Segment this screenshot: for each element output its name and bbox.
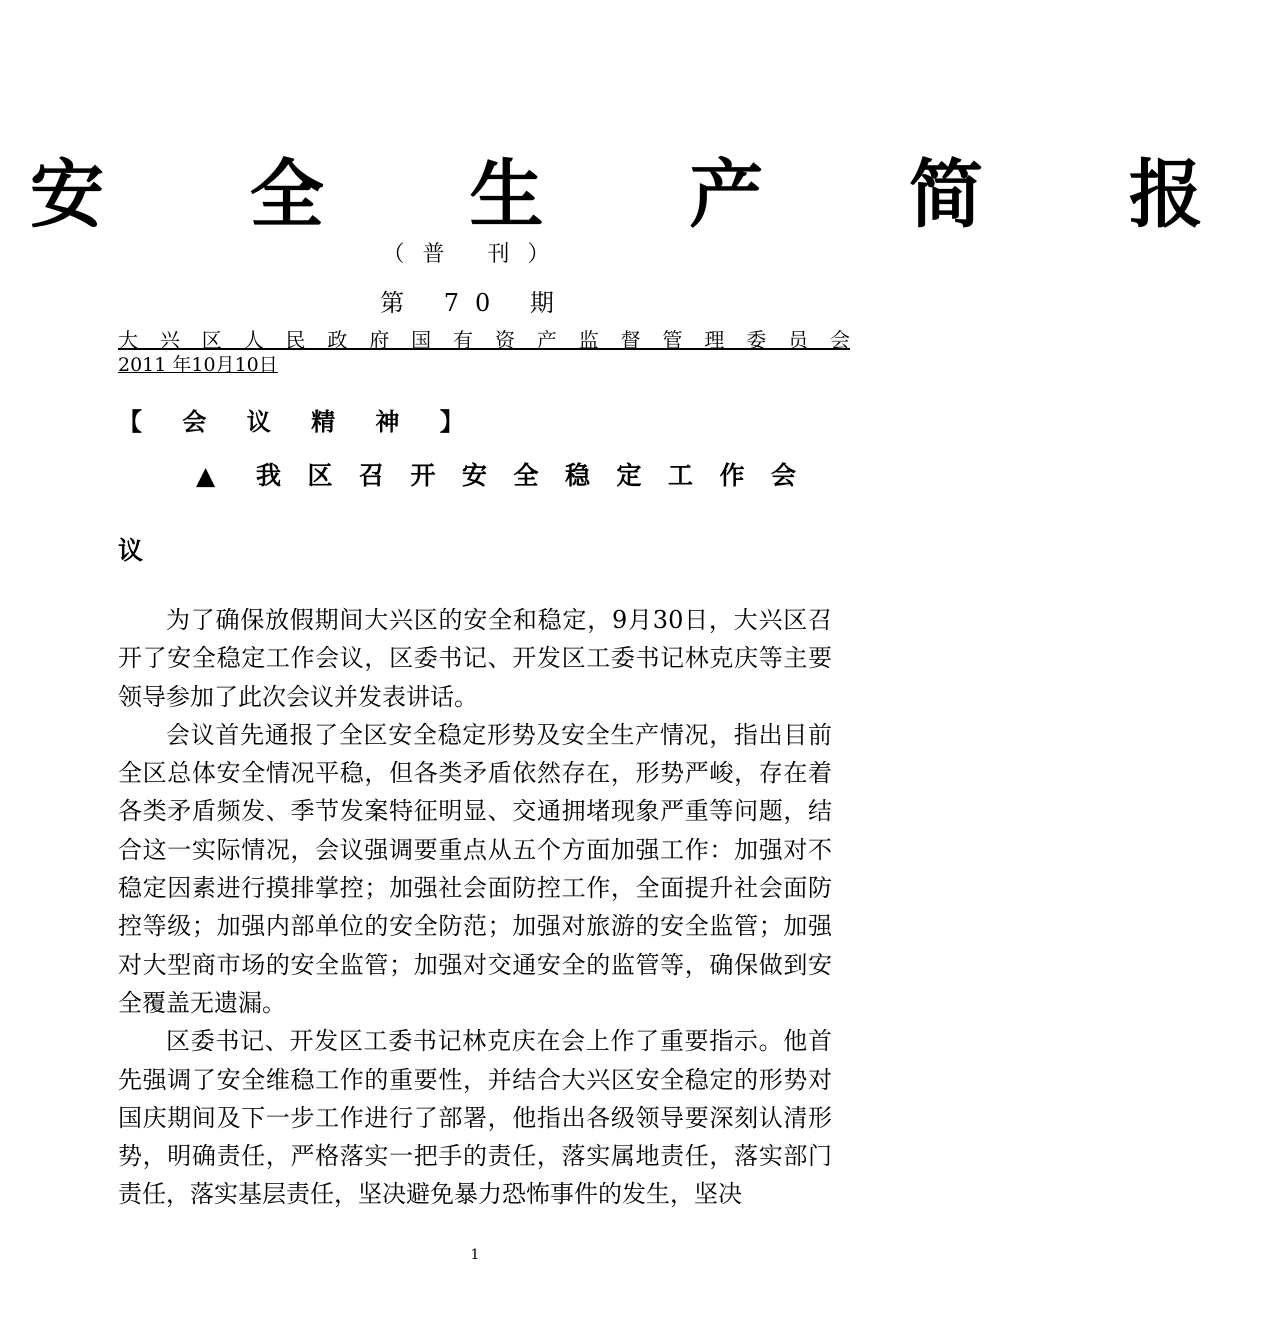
issue-number: 第 70 期: [380, 289, 570, 317]
section-heading: 【 会 议 精 神 】: [118, 407, 480, 436]
issue-date: 2011 年10月10日: [118, 354, 278, 376]
headline-continuation: 议: [118, 536, 144, 565]
edition-label: （普 刊）: [382, 242, 568, 267]
paragraph: 区委书记、开发区工委书记林克庆在会上作了重要指示。他首先强调了安全维稳工作的重要性，并结合大兴区安全稳定的形势对国庆期间及下一步工作进行了部署，他指出各级领导要深刻认清形势，明确责任，严格落实一把手的责任，落实属地责任，落实部门责任，落实基层责任，坚决避免暴力恐怖事件的发生，坚决: [118, 1027, 832, 1209]
issuing-organization: 大 兴 区 人 民 政 府 国 有 资 产 监 督 管 理 委 员 会: [118, 328, 850, 352]
paragraph: 会议首先通报了全区安全稳定形势及安全生产情况，指出目前全区总体安全情况平稳，但各类矛盾依然存在，形势严峻，存在着各类矛盾频发、季节发案特征明显、交通拥堵现象严重等问题，结合这一实际情况，会议强调要重点从五个方面加强工作：加强对不稳定因素进行摸排掌控；加强社会面防控工作，全面提升社会面防控等级；加强内部单位的安全防范；加强对旅游的安全监管；加强对大型商市场的安全监管；加强对交通安全的监管等，确保做到安全覆盖无遗漏。: [118, 720, 832, 1017]
headline-text: 我区召开安全稳定工作会: [256, 461, 823, 490]
article-body: [118, 601, 832, 1214]
page-number: 1: [470, 1247, 480, 1263]
article-headline: [196, 458, 823, 494]
triangle-marker-icon: ▲: [196, 461, 216, 490]
bulletin-title: 安 全 生 产 简 报: [30, 152, 1263, 238]
paragraph: 为了确保放假期间大兴区的安全和稳定，9月30日，大兴区召开了安全稳定工作会议，区委书记、开发区工委书记林克庆等主要领导参加了此次会议并发表讲话。: [118, 606, 832, 711]
